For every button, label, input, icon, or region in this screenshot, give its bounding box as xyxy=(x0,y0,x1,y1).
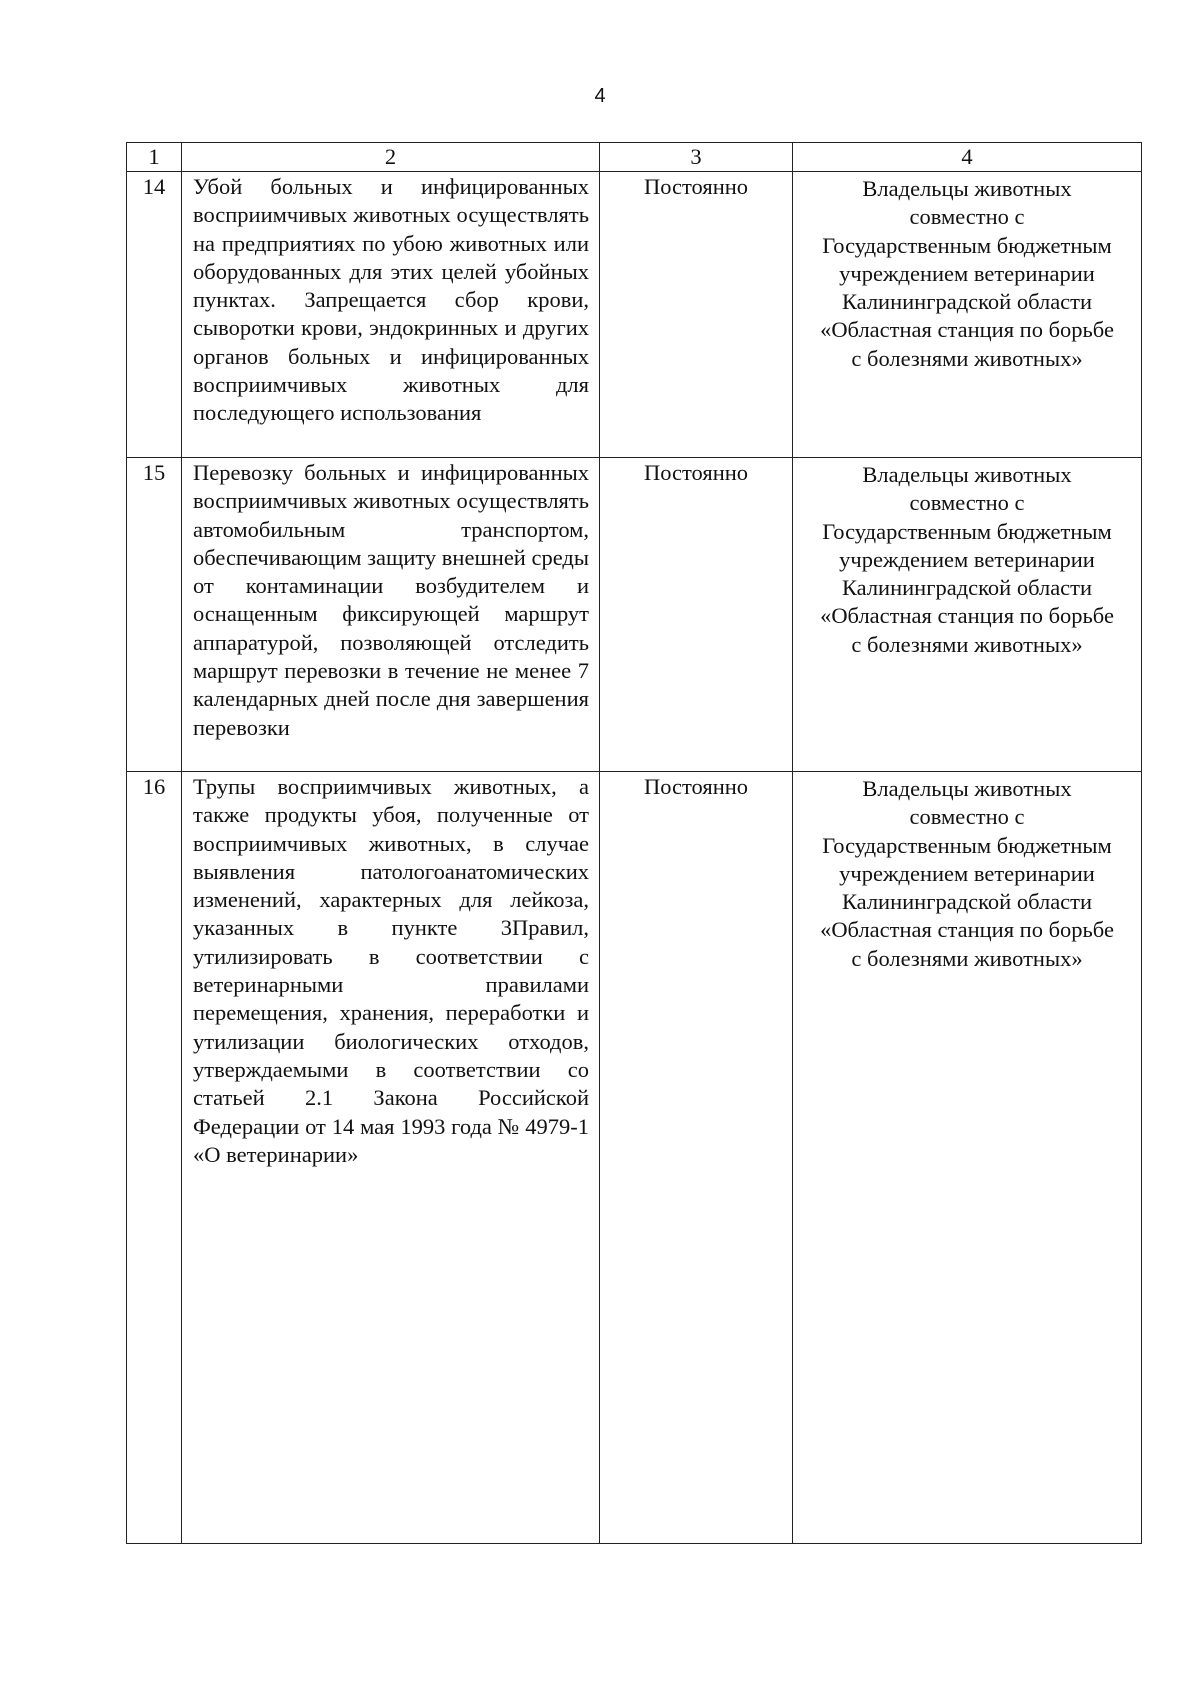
table-row xyxy=(127,458,1142,772)
row-number: 15 xyxy=(127,458,182,772)
responsible-line: Владельцы животных xyxy=(862,462,1072,487)
responsible-line: с болезнями животных» xyxy=(851,345,1083,371)
row-number: 16 xyxy=(127,772,182,1544)
measure-text: Трупы восприимчивых животных, а также продукты убоя, полученные от восприимчивых животных, в случае выявления патологоанатомических изменений, характерных для лейкоза, указанных в пункте 3Правил, утилизировать в соответствии с ветеринарными правилами перемещения, хранения, переработки и утилизации биологических отходов, утверждаемыми в соответствии со статьей 2.1 Закона Российской Федерации от 14 мая 1993 года № 4979-1 «О ветеринарии» xyxy=(182,772,600,1544)
responsible-line: «Областная станция по борьбе xyxy=(820,603,1114,629)
responsible-line: совместно с xyxy=(909,490,1025,516)
responsible-line: совместно с xyxy=(909,804,1025,830)
responsible-line: с болезнями животных» xyxy=(851,945,1083,971)
responsible-line: Государственным бюджетным xyxy=(822,518,1112,544)
responsible-line: Владельцы животных xyxy=(862,776,1072,801)
measures-table xyxy=(126,142,1142,1544)
responsible-line: Владельцы животных xyxy=(862,176,1072,201)
column-header-measure: 2 xyxy=(182,143,600,172)
responsible-line: учреждением ветеринарии xyxy=(839,546,1095,572)
responsible-line: учреждением ветеринарии xyxy=(839,260,1095,286)
responsible-line: Калининградской области xyxy=(841,575,1093,601)
responsible-cell xyxy=(793,172,1142,458)
responsible-cell xyxy=(793,772,1142,1544)
table-row xyxy=(127,772,1142,1544)
column-header-term: 3 xyxy=(600,143,793,172)
column-header-responsible: 4 xyxy=(793,143,1142,172)
page-number: 4 xyxy=(594,85,606,107)
table-header-row xyxy=(127,143,1142,172)
responsible-line: «Областная станция по борьбе xyxy=(820,317,1114,343)
responsible-line: Государственным бюджетным xyxy=(822,232,1112,258)
measure-text: Убой больных и инфицированных восприимчивых животных осуществлять на предприятиях по убою животных или оборудованных для этих целей убойных пунктах. Запрещается сбор крови, сыворотки крови, эндокринных и других органов больных и инфицированных восприимчивых животных для последующего использования xyxy=(182,172,600,458)
term-text: Постоянно xyxy=(600,458,793,772)
responsible-line: Государственным бюджетным xyxy=(822,832,1112,858)
column-header-number: 1 xyxy=(127,143,182,172)
responsible-line: с болезнями животных» xyxy=(851,631,1083,657)
responsible-cell xyxy=(793,458,1142,772)
term-text: Постоянно xyxy=(600,772,793,1544)
responsible-line: совместно с xyxy=(909,204,1025,230)
term-text: Постоянно xyxy=(600,172,793,458)
row-number: 14 xyxy=(127,172,182,458)
measure-text: Перевозку больных и инфицированных восприимчивых животных осуществлять автомобильным транспортом, обеспечивающим защиту внешней среды от контаминации возбудителем и оснащенным фиксирующей маршрут аппаратурой, позволяющей отследить маршрут перевозки в течение не менее 7 календарных дней после дня завершения перевозки xyxy=(182,458,600,772)
table-row xyxy=(127,172,1142,458)
responsible-line: учреждением ветеринарии xyxy=(839,860,1095,886)
responsible-line: Калининградской области xyxy=(841,289,1093,315)
responsible-line: Калининградской области xyxy=(841,889,1093,915)
responsible-line: «Областная станция по борьбе xyxy=(820,917,1114,943)
